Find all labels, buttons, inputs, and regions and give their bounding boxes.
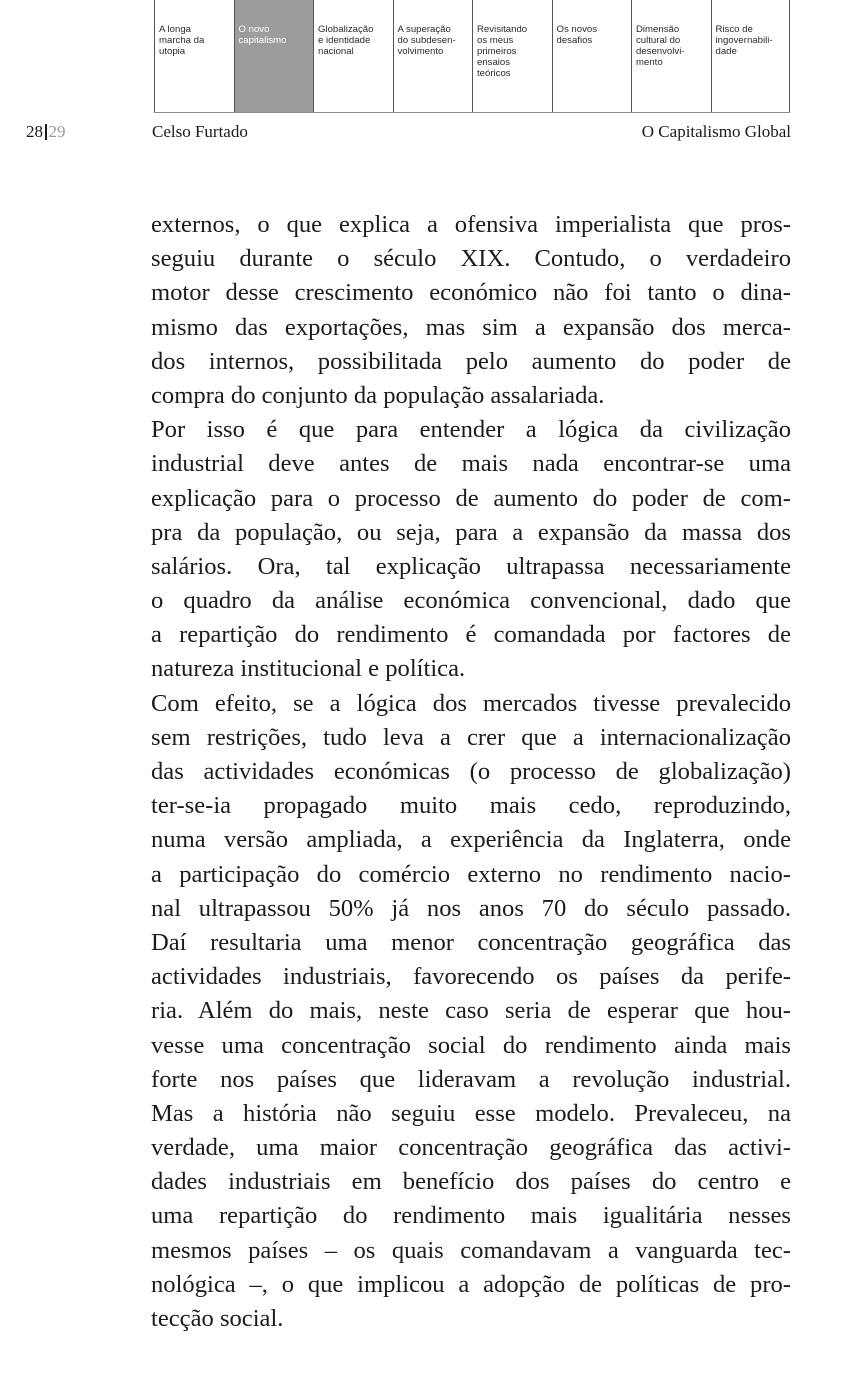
text-line: Com efeito, se a lógica dos mercados tivesse prevalecido <box>151 689 791 717</box>
text-line: motor desse crescimento económico não foi tanto o dina- <box>151 279 791 307</box>
chapter-tab[interactable]: Dimensão cultural do desenvolvi- mento <box>631 0 711 112</box>
text-line: forte nos países que lideravam a revolução industrial. <box>151 1065 791 1093</box>
chapter-tab[interactable]: A longa marcha da utopia <box>154 0 234 112</box>
page-number-left: 28 <box>26 122 43 141</box>
page-number-right: 29 <box>48 122 66 141</box>
text-line: nal ultrapassou 50% já nos anos 70 do século passado. <box>151 894 791 922</box>
text-line: vesse uma concentração social do rendimento ainda mais <box>151 1031 791 1059</box>
chapter-tab[interactable]: Revisitando os meus primeiros ensaios teóricos <box>472 0 552 112</box>
chapter-tab[interactable]: O novo capitalismo <box>234 0 314 112</box>
text-line: natureza institucional e política. <box>151 655 466 683</box>
text-line: actividades industriais, favorecendo os países da perife- <box>151 963 791 991</box>
chapter-navigation <box>154 0 790 113</box>
text-line: seguiu durante o século XIX. Contudo, o verdadeiro <box>151 245 791 273</box>
text-line: compra do conjunto da população assalariada. <box>151 381 605 409</box>
text-line: nológica –, o que implicou a adopção de políticas de pro- <box>151 1270 791 1298</box>
text-line: ter-se-ia propagado muito mais cedo, reproduzindo, <box>151 792 791 820</box>
text-line: tecção social. <box>151 1305 284 1332</box>
text-line: verdade, uma maior concentração geográfica das activi- <box>151 1134 791 1162</box>
text-line: numa versão ampliada, a experiência da Inglaterra, onde <box>151 826 791 854</box>
chapter-tab[interactable]: Globalização e identidade nacional <box>313 0 393 112</box>
text-line: explicação para o processo de aumento do poder de com- <box>151 484 791 512</box>
text-line: mesmos países – os quais comandavam a vanguarda tec- <box>151 1236 791 1264</box>
text-line: Mas a história não seguiu esse modelo. Prevaleceu, na <box>151 1099 791 1127</box>
text-line: dades industriais em benefício dos países do centro e <box>151 1168 791 1196</box>
text-line: a repartição do rendimento é comandada por factores de <box>151 621 791 649</box>
text-line: das actividades económicas (o processo de globalização) <box>151 758 791 785</box>
chapter-tab[interactable]: Os novos desafios <box>552 0 632 112</box>
chapter-tab[interactable]: Risco de ingovernabili- dade <box>711 0 791 112</box>
text-line: dos internos, possibilitada pelo aumento do poder de <box>151 347 791 375</box>
text-line: pra da população, ou seja, para a expansão da massa dos <box>151 518 791 546</box>
text-line: Por isso é que para entender a lógica da civilização <box>151 416 791 444</box>
body-text <box>151 208 791 1336</box>
text-line: o quadro da análise económica convencional, dado que <box>151 587 791 615</box>
text-line: Daí resultaria uma menor concentração geográfica das <box>151 928 791 956</box>
text-line: uma repartição do rendimento mais igualitária nesses <box>151 1202 791 1230</box>
book-title: O Capitalismo Global <box>641 122 791 141</box>
text-line: a participação do comércio externo no rendimento nacio- <box>151 860 791 888</box>
text-line: industrial deve antes de mais nada encontrar-se uma <box>151 450 791 478</box>
page-numbers <box>26 122 66 142</box>
running-header <box>26 120 791 142</box>
text-line: ria. Além do mais, neste caso seria de esperar que hou- <box>151 997 791 1025</box>
text-line: sem restrições, tudo leva a crer que a internacionalização <box>151 723 791 751</box>
text-line: mismo das exportações, mas sim a expansão dos merca- <box>151 313 791 341</box>
text-line: salários. Ora, tal explicação ultrapassa necessariamente <box>151 552 791 580</box>
page-number-divider <box>45 124 47 140</box>
author-name: Celso Furtado <box>152 122 248 141</box>
chapter-tab[interactable]: A superação do subdesen- volvimento <box>393 0 473 112</box>
text-line: externos, o que explica a ofensiva imperialista que pros- <box>151 211 791 238</box>
